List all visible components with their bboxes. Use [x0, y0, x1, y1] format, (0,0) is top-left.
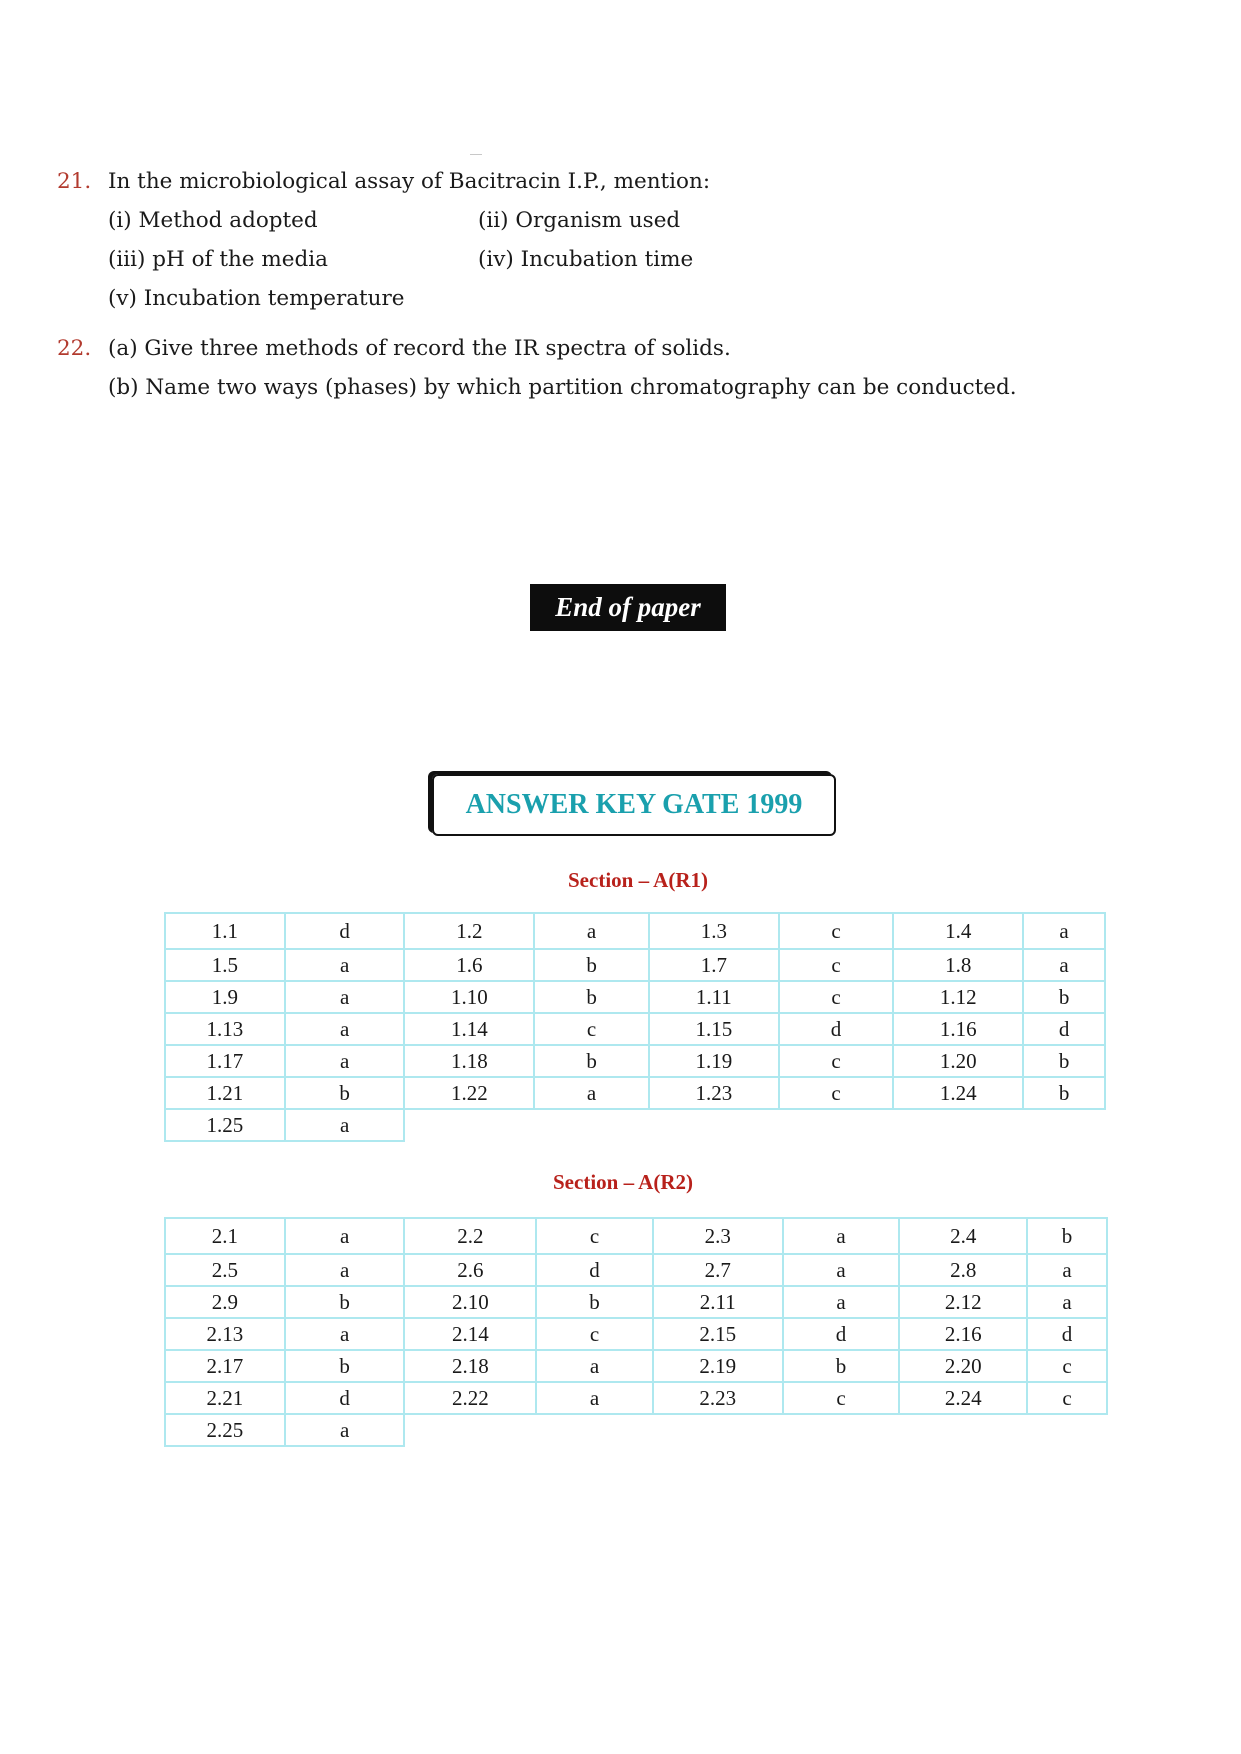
table-row [165, 1218, 1107, 1254]
answer-cell: d [285, 1382, 405, 1414]
empty-cell [536, 1414, 653, 1446]
question-number-cell: 2.3 [653, 1218, 783, 1254]
answer-cell: c [536, 1318, 653, 1350]
empty-cell [534, 1109, 649, 1141]
question-number-cell: 2.9 [165, 1286, 285, 1318]
question-number-cell: 1.22 [404, 1077, 534, 1109]
answer-cell: a [1023, 949, 1105, 981]
question-number-cell: 2.14 [404, 1318, 536, 1350]
question-number-cell: 2.19 [653, 1350, 783, 1382]
question-number-cell: 2.10 [404, 1286, 536, 1318]
answer-cell: d [1023, 1013, 1105, 1045]
empty-cell [404, 1414, 536, 1446]
answer-cell: b [1023, 1045, 1105, 1077]
table-row [165, 1254, 1107, 1286]
question-number-cell: 1.5 [165, 949, 285, 981]
answer-table-r1 [164, 912, 1106, 1142]
question-number-cell: 2.22 [404, 1382, 536, 1414]
question-number-cell: 2.16 [899, 1318, 1027, 1350]
answer-cell: a [1027, 1254, 1107, 1286]
question-number-cell: 2.7 [653, 1254, 783, 1286]
question-number-cell: 2.25 [165, 1414, 285, 1446]
answer-cell: a [534, 913, 649, 949]
table-row [165, 1077, 1105, 1109]
end-of-paper-banner: End of paper [530, 584, 726, 631]
answer-cell: c [783, 1382, 900, 1414]
answer-cell: a [783, 1218, 900, 1254]
answer-cell: b [783, 1350, 900, 1382]
empty-cell [653, 1414, 783, 1446]
answer-cell: b [1023, 1077, 1105, 1109]
answer-cell: a [285, 1414, 405, 1446]
question-number-cell: 1.15 [649, 1013, 779, 1045]
question-number-cell: 1.4 [893, 913, 1023, 949]
question-number-cell: 2.4 [899, 1218, 1027, 1254]
answer-cell: d [779, 1013, 894, 1045]
answer-cell: b [534, 949, 649, 981]
answer-cell: a [285, 1013, 405, 1045]
answer-cell: b [1023, 981, 1105, 1013]
table-row [165, 1414, 1107, 1446]
question-21-option-v: (v) Incubation temperature [108, 286, 405, 311]
answer-cell: d [536, 1254, 653, 1286]
answer-key-title: ANSWER KEY GATE 1999 [432, 774, 836, 836]
answer-cell: c [534, 1013, 649, 1045]
table-row [165, 1318, 1107, 1350]
empty-cell [404, 1109, 534, 1141]
answer-cell: b [285, 1286, 405, 1318]
question-number-cell: 1.17 [165, 1045, 285, 1077]
question-number-cell: 1.18 [404, 1045, 534, 1077]
question-number-cell: 2.5 [165, 1254, 285, 1286]
question-number-cell: 1.10 [404, 981, 534, 1013]
section-r2-title: Section – A(R2) [553, 1170, 693, 1194]
answer-cell: a [536, 1382, 653, 1414]
question-number-cell: 2.12 [899, 1286, 1027, 1318]
answer-cell: c [779, 1077, 894, 1109]
table-row [165, 1109, 1105, 1141]
table-row [165, 1350, 1107, 1382]
question-22-part-b: (b) Name two ways (phases) by which partition chromatography can be conducted. [108, 375, 1017, 400]
question-number-cell: 1.24 [893, 1077, 1023, 1109]
question-number-cell: 1.7 [649, 949, 779, 981]
question-number-cell: 2.6 [404, 1254, 536, 1286]
answer-cell: a [536, 1350, 653, 1382]
answer-cell: a [285, 1318, 405, 1350]
answer-cell: b [1027, 1218, 1107, 1254]
answer-cell: d [285, 913, 405, 949]
question-21-option-iv: (iv) Incubation time [478, 247, 694, 272]
question-number-cell: 1.2 [404, 913, 534, 949]
answer-cell: c [779, 981, 894, 1013]
question-21-text: In the microbiological assay of Bacitracin I.P., mention: [108, 169, 711, 194]
question-number-cell: 1.14 [404, 1013, 534, 1045]
answer-cell: c [779, 1045, 894, 1077]
answer-cell: a [285, 949, 405, 981]
question-number-cell: 1.23 [649, 1077, 779, 1109]
question-number-cell: 1.6 [404, 949, 534, 981]
answer-cell: b [534, 1045, 649, 1077]
question-number-cell: 1.3 [649, 913, 779, 949]
answer-cell: c [779, 949, 894, 981]
question-number-cell: 2.11 [653, 1286, 783, 1318]
table-row [165, 981, 1105, 1013]
question-number-cell: 2.24 [899, 1382, 1027, 1414]
question-number-cell: 2.1 [165, 1218, 285, 1254]
question-number-cell: 1.13 [165, 1013, 285, 1045]
question-number-cell: 1.12 [893, 981, 1023, 1013]
answer-cell: a [1023, 913, 1105, 949]
question-number-cell: 1.1 [165, 913, 285, 949]
question-number-cell: 1.8 [893, 949, 1023, 981]
question-21-option-ii: (ii) Organism used [478, 208, 681, 233]
answer-cell: a [534, 1077, 649, 1109]
table-row [165, 1013, 1105, 1045]
question-number-cell: 1.9 [165, 981, 285, 1013]
table-row [165, 1286, 1107, 1318]
question-number-cell: 2.2 [404, 1218, 536, 1254]
question-21-number: 21. [57, 169, 92, 194]
answer-cell: a [1027, 1286, 1107, 1318]
header-tick-mark [470, 154, 482, 155]
answer-cell: a [285, 1109, 405, 1141]
question-number-cell: 2.15 [653, 1318, 783, 1350]
question-number-cell: 2.13 [165, 1318, 285, 1350]
answer-cell: a [285, 1045, 405, 1077]
question-number-cell: 1.16 [893, 1013, 1023, 1045]
question-number-cell: 2.8 [899, 1254, 1027, 1286]
table-row [165, 913, 1105, 949]
question-number-cell: 2.21 [165, 1382, 285, 1414]
question-21-option-i: (i) Method adopted [108, 208, 318, 233]
question-number-cell: 2.20 [899, 1350, 1027, 1382]
question-number-cell: 1.20 [893, 1045, 1023, 1077]
answer-cell: c [1027, 1382, 1107, 1414]
answer-cell: b [534, 981, 649, 1013]
question-22-part-a: (a) Give three methods of record the IR spectra of solids. [108, 336, 731, 361]
answer-cell: b [536, 1286, 653, 1318]
answer-cell: a [783, 1254, 900, 1286]
question-number-cell: 1.21 [165, 1077, 285, 1109]
question-number-cell: 1.25 [165, 1109, 285, 1141]
answer-cell: d [1027, 1318, 1107, 1350]
table-row [165, 1045, 1105, 1077]
empty-cell [1023, 1109, 1105, 1141]
answer-cell: c [536, 1218, 653, 1254]
question-number-cell: 2.18 [404, 1350, 536, 1382]
answer-cell: a [285, 981, 405, 1013]
answer-cell: c [1027, 1350, 1107, 1382]
answer-cell: a [783, 1286, 900, 1318]
answer-cell: a [285, 1254, 405, 1286]
question-number-cell: 2.17 [165, 1350, 285, 1382]
answer-cell: b [285, 1350, 405, 1382]
question-number-cell: 1.11 [649, 981, 779, 1013]
question-number-cell: 2.23 [653, 1382, 783, 1414]
empty-cell [783, 1414, 900, 1446]
question-number-cell: 1.19 [649, 1045, 779, 1077]
table-row [165, 949, 1105, 981]
table-row [165, 1382, 1107, 1414]
empty-cell [899, 1414, 1027, 1446]
empty-cell [893, 1109, 1023, 1141]
empty-cell [649, 1109, 779, 1141]
empty-cell [779, 1109, 894, 1141]
answer-cell: d [783, 1318, 900, 1350]
question-22-number: 22. [57, 336, 92, 361]
answer-cell: c [779, 913, 894, 949]
answer-cell: a [285, 1218, 405, 1254]
answer-table-r2 [164, 1217, 1108, 1447]
question-21-option-iii: (iii) pH of the media [108, 247, 328, 272]
empty-cell [1027, 1414, 1107, 1446]
answer-cell: b [285, 1077, 405, 1109]
section-r1-title: Section – A(R1) [568, 868, 708, 892]
